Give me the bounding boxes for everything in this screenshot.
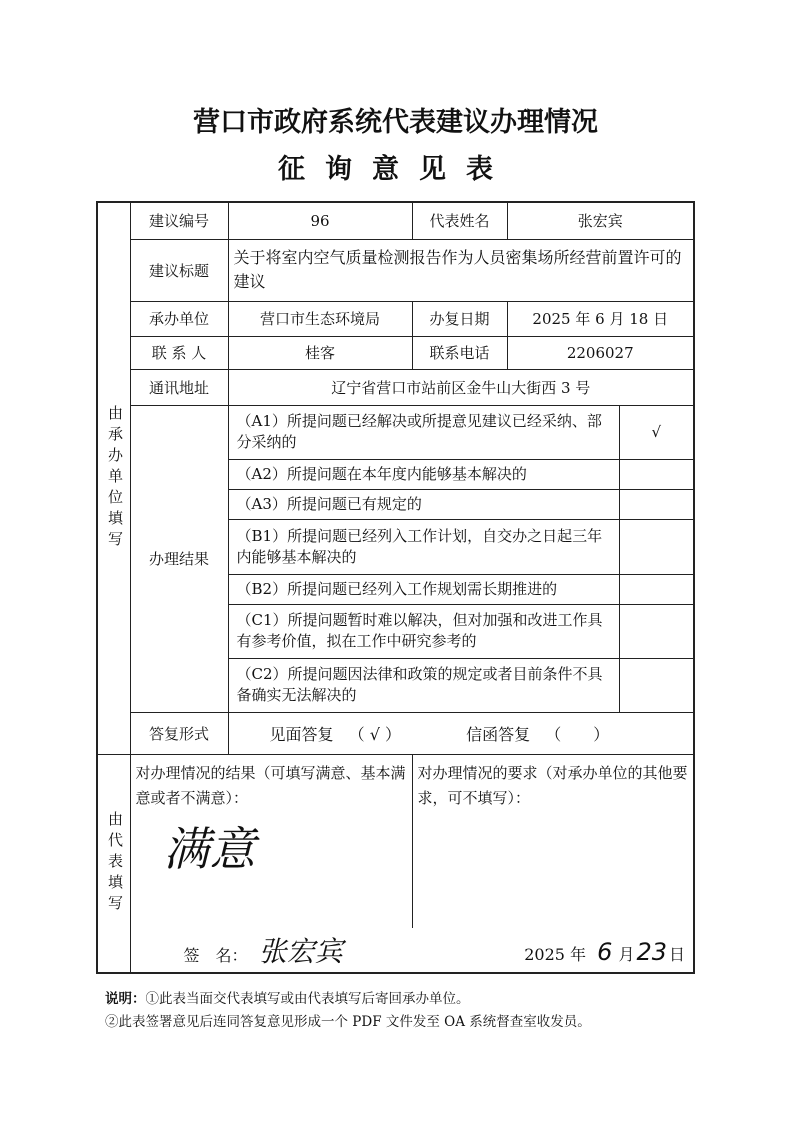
satisfaction-cell (130, 754, 412, 928)
survey-table (96, 201, 695, 974)
option-c1-mark (619, 604, 694, 658)
section-org-label: 由承办单位填写 (97, 202, 130, 754)
org-label: 承办单位 (130, 301, 228, 336)
sign-date-year: 2025 年 (524, 945, 587, 964)
reply-label: 答复形式 (130, 712, 228, 754)
sign-date (524, 938, 685, 966)
option-a1-mark: √ (619, 405, 694, 459)
address-label: 通讯地址 (130, 369, 228, 405)
option-b1-mark (619, 519, 694, 574)
option-a1: （A1）所提问题已经解决或所提意见建议已经采纳、部分采纳的 (228, 405, 619, 459)
option-a2: （A2）所提问题在本年度内能够基本解决的 (228, 459, 619, 489)
phone-label: 联系电话 (412, 336, 507, 369)
sign-label: 签 名： (183, 946, 248, 965)
option-a2-mark (619, 459, 694, 489)
option-c2-mark (619, 658, 694, 712)
reply-face-label: 见面答复 (269, 724, 334, 744)
reply-face-mark: （ √ ） (348, 724, 401, 744)
signature-row (130, 928, 694, 973)
requirement-prompt: 对办理情况的要求（对承办单位的其他要求，可不填写）： (417, 763, 688, 807)
notes-line2: ②此表签署意见后连同答复意见形成一个 PDF 文件发至 OA 系统督查室收发员。 (105, 1014, 591, 1030)
satisfaction-value: 满意 (163, 821, 256, 876)
address-value: 辽宁省营口市站前区金牛山大街西 3 号 (228, 369, 694, 405)
reply-form (228, 712, 694, 754)
option-b2: （B2）所提问题已经列入工作规划需长期推进的 (228, 574, 619, 604)
no-label: 建议编号 (130, 202, 228, 239)
requirement-cell (412, 754, 694, 928)
subject-value: 关于将室内空气质量检测报告作为人员密集场所经营前置许可的建议 (228, 239, 694, 301)
sign-date-day-unit: 日 (669, 945, 686, 964)
no-value: 96 (228, 202, 412, 239)
date-value: 2025 年 6 月 18 日 (507, 301, 694, 336)
contact-label: 联 系 人 (130, 336, 228, 369)
satisfaction-prompt: 对办理情况的结果（可填写满意、基本满意或者不满意）： (135, 763, 406, 807)
rep-value: 张宏宾 (507, 202, 694, 239)
option-b2-mark (619, 574, 694, 604)
form-title: 营口市政府系统代表建议办理情况 (193, 107, 598, 138)
sign-value: 张宏宾 (258, 935, 343, 968)
reply-letter-mark: （ ） (545, 724, 610, 744)
section-rep-label: 由代表填写 (97, 754, 130, 973)
notes-label: 说明： (105, 991, 146, 1007)
notes-line1: ①此表当面交代表填写或由代表填写后寄回承办单位。 (145, 991, 470, 1007)
subject-label: 建议标题 (130, 239, 228, 301)
option-c2: （C2）所提问题因法律和政策的规定或者目前条件不具备确实无法解决的 (228, 658, 619, 712)
reply-letter-label: 信函答复 (466, 724, 531, 744)
option-c1: （C1）所提问题暂时难以解决，但对加强和改进工作具有参考价值，拟在工作中研究参考的 (228, 604, 619, 658)
notes (105, 988, 591, 1034)
phone-value: 2206027 (507, 336, 694, 369)
option-a3-mark (619, 489, 694, 519)
result-label: 办理结果 (130, 405, 228, 712)
option-b1: （B1）所提问题已经列入工作计划，自交办之日起三年内能够基本解决的 (228, 519, 619, 574)
org-value: 营口市生态环境局 (228, 301, 412, 336)
sign-date-month-unit: 月 (618, 945, 635, 964)
form-subtitle: 征询意见表 (278, 154, 513, 185)
contact-value: 桂客 (228, 336, 412, 369)
sign-date-month: 6 (597, 938, 613, 966)
sign-date-day: 23 (636, 938, 667, 966)
date-label: 办复日期 (412, 301, 507, 336)
rep-label: 代表姓名 (412, 202, 507, 239)
option-a3: （A3）所提问题已有规定的 (228, 489, 619, 519)
